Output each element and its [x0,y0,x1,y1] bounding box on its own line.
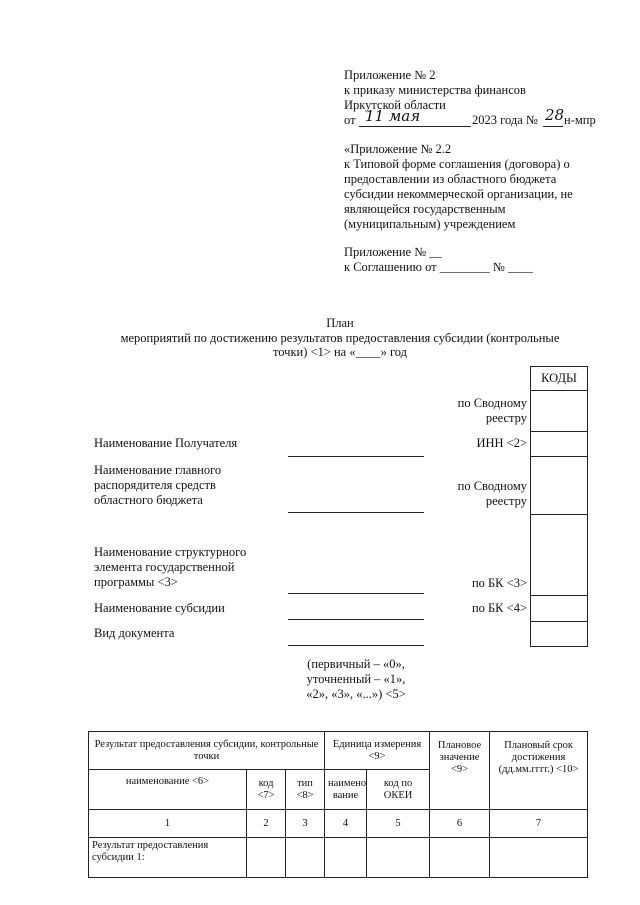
col-num-2: 2 [247,810,286,838]
subsidy-label: Наименование субсидии [94,601,225,615]
doc-note-1: (первичный – «0», [307,657,405,671]
doc-note-3: «2», «3», «...») <5> [306,687,406,701]
registry-label-2a: по Сводному [457,479,527,493]
element-label-3: программы <3> [94,575,178,589]
sub-appendix-line-1: «Приложение № 2.2 [344,142,452,156]
row-result-1-cell [286,838,325,878]
registry-label-2b: реестру [485,494,527,508]
header-result: Результат предоставления субсидии, контрольные точки [89,732,325,770]
title-line-2: мероприятий по достижению результатов предоставления субсидии (контрольные [120,331,560,345]
results-table [88,731,588,878]
registry-label-1a: по Сводному [457,396,527,410]
header-planned-date: Плановый срок достижения (дд.мм.гггг.) <10> [490,732,588,810]
code-cell-inn [531,432,588,457]
sub-appendix-line-6: (муниципальным) учреждением [344,217,516,231]
agreement-ref: к Соглашению от ________ № ____ [344,260,533,274]
code-cell-bk4 [531,596,588,622]
code-cell-registry-2 [531,457,588,515]
manager-label-1: Наименование главного [94,463,222,477]
doc-type-label: Вид документа [94,626,175,640]
row-result-1-label: Результат предоставления субсидии 1: [89,838,247,878]
manager-line [288,512,424,513]
recipient-label: Наименование Получателя [94,436,238,450]
agreement-appendix: Приложение № __ [344,245,442,259]
codes-column [530,366,588,647]
element-label-2: элемента государственной [94,560,235,574]
row-result-1-cell [247,838,286,878]
doc-note-2: уточненный – «1», [306,672,406,686]
header-name: наименование <6> [89,770,247,810]
appendix-line-1: Приложение № 2 [344,68,436,82]
code-cell-bk3 [531,515,588,596]
col-num-4: 4 [325,810,367,838]
appendix-date-year: 2023 года № [472,113,538,127]
inn-label: ИНН <2> [476,436,527,450]
handwritten-date: 11 мая [365,107,421,125]
header-unit: Единица измерения <9> [325,732,430,770]
sub-appendix-line-5: являющейся государственным [344,202,506,216]
appendix-line-2: к приказу министерства финансов [344,83,526,97]
sub-appendix-line-2: к Типовой форме соглашения (договора) о [344,157,570,171]
sub-appendix-line-3: предоставлении из областного бюджета [344,172,557,186]
recipient-line [288,456,424,457]
header-planned-value: Плановое значение <9> [430,732,490,810]
appendix-number-suffix: н-мпр [564,113,596,127]
element-label-1: Наименование структурного [94,545,247,559]
row-result-1-cell [367,838,430,878]
code-cell-registry-1 [531,391,588,432]
registry-label-1b: реестру [485,411,527,425]
header-type: тип <8> [286,770,325,810]
header-okei: код по ОКЕИ [367,770,430,810]
row-result-1-cell [490,838,588,878]
header-code: код <7> [247,770,286,810]
row-result-1-cell [325,838,367,878]
row-result-1-cell [430,838,490,878]
doc-type-line [288,645,424,646]
bk4-label: по БК <4> [471,601,527,615]
date-underline [359,126,471,127]
handwritten-number: 28 [545,106,565,124]
col-num-3: 3 [286,810,325,838]
header-unit-name: наимено вание [325,770,367,810]
appendix-date-prefix: от [344,113,356,127]
element-line [288,593,424,594]
codes-header: КОДЫ [531,367,588,391]
col-num-5: 5 [367,810,430,838]
col-num-7: 7 [490,810,588,838]
number-underline [543,126,563,127]
sub-appendix-line-4: субсидии некоммерческой организации, не [344,187,573,201]
code-cell-doc-type [531,622,588,647]
title-plan: План [326,316,354,330]
manager-label-3: областного бюджета [94,493,203,507]
bk3-label: по БК <3> [471,576,527,590]
col-num-1: 1 [89,810,247,838]
manager-label-2: распорядителя средств [94,478,216,492]
title-line-3: точки) <1> на «____» год [272,345,408,359]
appendix-line-3: Иркутской области [344,98,446,112]
col-num-6: 6 [430,810,490,838]
subsidy-line [288,619,424,620]
